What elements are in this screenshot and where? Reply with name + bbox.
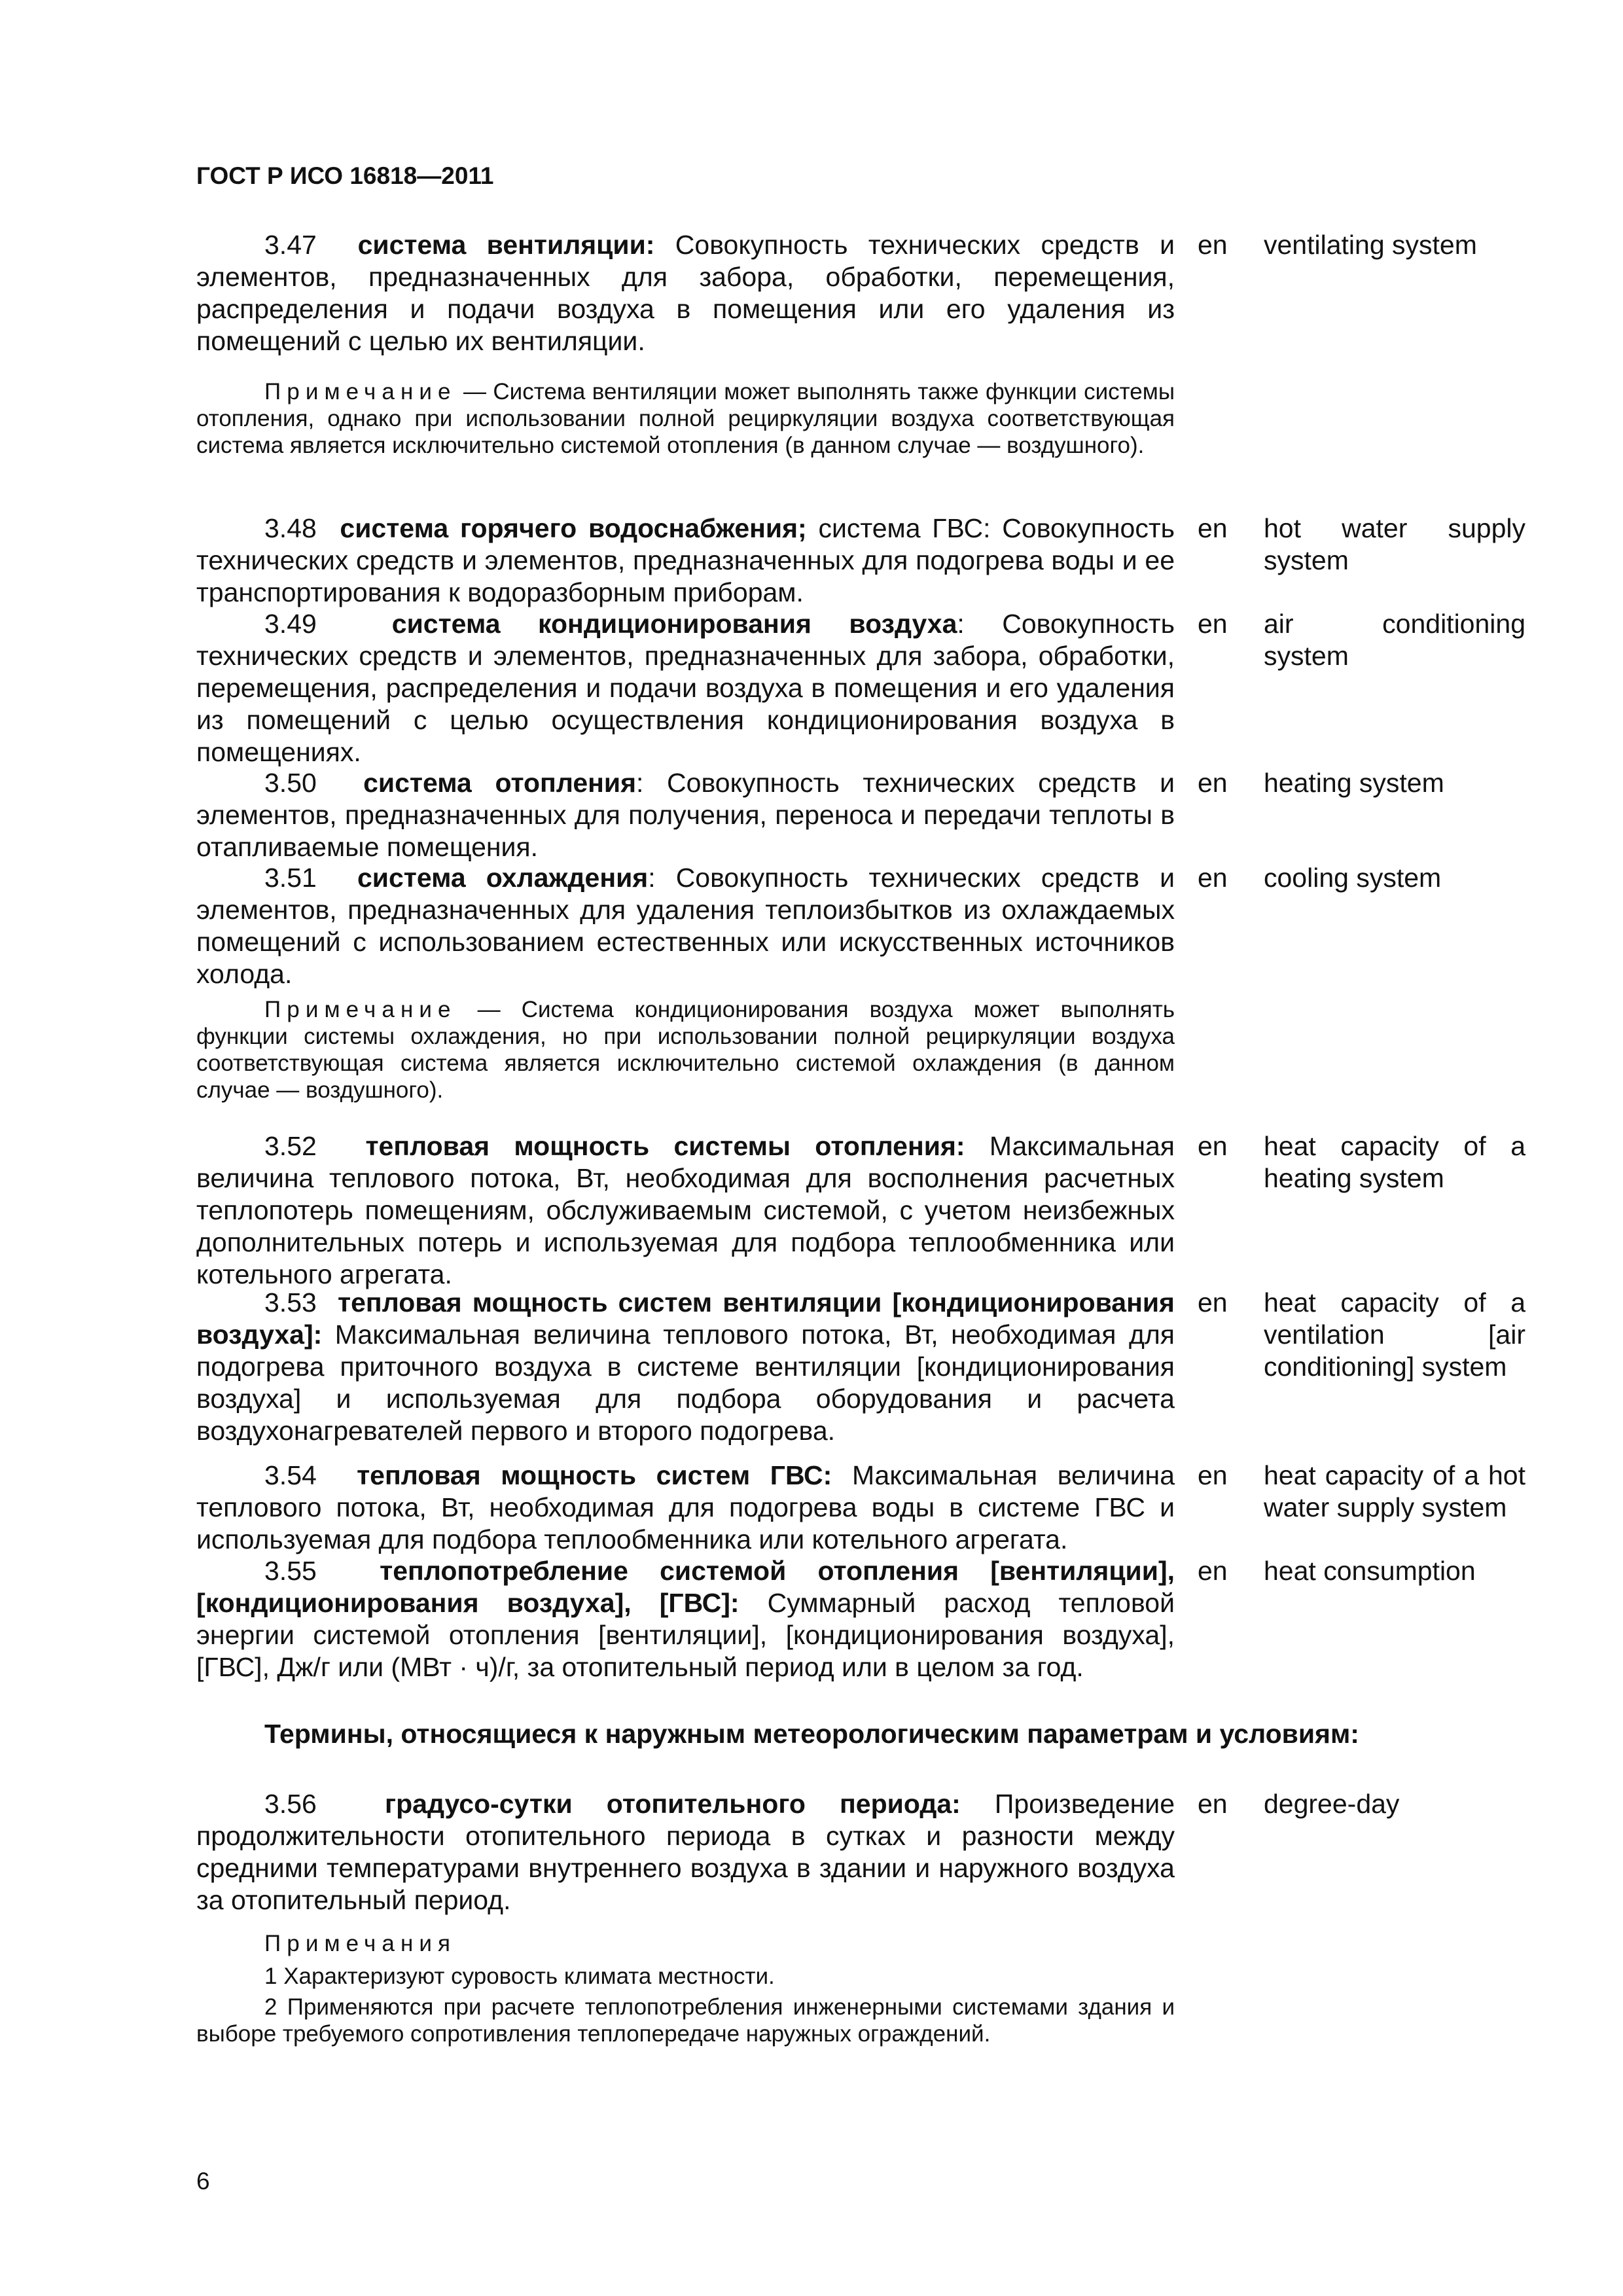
term-entry-3-54 bbox=[196, 1460, 1175, 1556]
section-heading: Термины, относящиеся к наружным метеорологическим параметрам и условиям: bbox=[264, 1719, 1359, 1749]
term-number: 3.56 bbox=[264, 1789, 317, 1819]
term-text: Суммарный расход тепловой энергии системой отопления [вентиляции], [кондиционирования воздуха], [ГВС], Дж/г или (МВт · ч)/г, за отопительный период или в целом за год. bbox=[196, 1588, 1175, 1682]
term-name: система отопления bbox=[363, 768, 637, 798]
english-equivalent: heat capacity of a heating system bbox=[1264, 1131, 1525, 1193]
term-definition bbox=[196, 862, 1175, 990]
term-entry-3-56 bbox=[196, 1788, 1175, 1916]
term-name: система охлаждения bbox=[357, 863, 649, 893]
english-equivalent: heating system bbox=[1264, 768, 1444, 798]
term-number: 3.49 bbox=[264, 609, 317, 639]
term-number: 3.52 bbox=[264, 1131, 317, 1161]
term-name: градусо-сутки отопительного периода: bbox=[385, 1789, 961, 1819]
english-equivalent: degree-day bbox=[1264, 1789, 1400, 1819]
english-equivalent: heat consumption bbox=[1264, 1556, 1476, 1586]
term-text: система ГВС: Совокупность технических средств и элементов, предназначенных для подогрева воды и ее транспортирования к водоразборным приборам. bbox=[196, 513, 1175, 607]
lang-code: en bbox=[1198, 1556, 1228, 1586]
english-equivalent: heat capacity of a hot water supply system bbox=[1264, 1460, 1525, 1522]
note-item-text: 1 Характеризуют суровость климата местности. bbox=[264, 1964, 775, 1989]
term-name: тепловая мощность систем вентиляции [кондиционирования воздуха]: bbox=[196, 1287, 1175, 1350]
lang-code: en bbox=[1198, 863, 1228, 893]
english-equivalent: heat capacity of a ventilation [air conditioning] system bbox=[1264, 1287, 1525, 1382]
note-3-51 bbox=[196, 996, 1175, 1103]
note-3-47 bbox=[196, 378, 1175, 459]
note-label: Примечание bbox=[264, 997, 457, 1022]
term-number: 3.55 bbox=[264, 1556, 317, 1586]
term-name: тепловая мощность систем ГВС: bbox=[357, 1460, 832, 1490]
term-text: : Совокупность технических средств и элементов, предназначенных для удаления теплоизбытков из охлаждаемых помещений с использованием естественных или искусственных источников холода. bbox=[196, 863, 1175, 989]
lang-code: en bbox=[1198, 513, 1228, 543]
english-equivalent: ventilating system bbox=[1264, 230, 1477, 260]
term-definition bbox=[196, 1287, 1175, 1447]
term-number: 3.54 bbox=[264, 1460, 317, 1490]
term-definition bbox=[196, 1460, 1175, 1556]
english-equivalent: hot water supply system bbox=[1264, 513, 1525, 575]
term-number: 3.47 bbox=[264, 230, 317, 260]
notes-heading: Примечания bbox=[264, 1931, 457, 1956]
lang-code: en bbox=[1198, 609, 1228, 639]
note-item-text: 2 Применяются при расчете теплопотребления инженерными системами здания и выборе требуемого сопротивления теплопередаче наружных ограждений. bbox=[196, 1994, 1175, 2047]
term-definition bbox=[196, 608, 1175, 768]
term-number: 3.48 bbox=[264, 513, 317, 543]
term-text: : Совокупность технических средств и элементов, предназначенных для забора, обработки, перемещения, распределения и подачи воздуха в помещения и его удаления из помещений с целью осуществления кондиционирования воздуха в помещениях. bbox=[196, 609, 1175, 767]
term-entry-3-50 bbox=[196, 767, 1175, 863]
note-item bbox=[196, 1994, 1175, 2047]
term-name: система кондиционирования воздуха bbox=[391, 609, 957, 639]
lang-code: en bbox=[1198, 1287, 1228, 1318]
note-text: — Система вентиляции может выполнять также функции системы отопления, однако при использовании полной рециркуляции воздуха соответствующая система является исключительно системой отопления (в данном случае — воздушного). bbox=[196, 379, 1175, 458]
term-definition bbox=[196, 512, 1175, 609]
lang-code: en bbox=[1198, 230, 1228, 260]
term-entry-3-55 bbox=[196, 1555, 1175, 1683]
term-definition bbox=[196, 229, 1175, 357]
page-number: 6 bbox=[196, 2168, 210, 2195]
term-text: Максимальная величина теплового потока, Вт, необходимая для восполнения расчетных теплопотерь помещениям, обслуживаемым системой, с учетом неизбежных дополнительных потерь и используемая для подбора теплообменника или котельного агрегата. bbox=[196, 1131, 1175, 1289]
lang-code: en bbox=[1198, 1131, 1228, 1161]
term-name: система горячего водоснабжения; bbox=[340, 513, 807, 543]
term-text: Совокупность технических средств и элементов, предназначенных для забора, обработки, перемещения, распределения и подачи воздуха в помещения или его удаления из помещений с целью их вентиляции. bbox=[196, 230, 1175, 356]
term-text: : Совокупность технических средств и элементов, предназначенных для получения, переноса и передачи теплоты в отапливаемые помещения. bbox=[196, 768, 1175, 862]
english-equivalent: air conditioning system bbox=[1264, 609, 1525, 671]
term-entry-3-49 bbox=[196, 608, 1175, 768]
term-name: тепловая мощность системы отопления: bbox=[365, 1131, 965, 1161]
term-definition bbox=[196, 1555, 1175, 1683]
term-name: теплопотребление системой отопления [вентиляции], [кондиционирования воздуха], [ГВС]: bbox=[196, 1556, 1175, 1618]
term-entry-3-47 bbox=[196, 229, 1175, 357]
document-header: ГОСТ Р ИСО 16818—2011 bbox=[196, 162, 494, 189]
term-entry-3-53 bbox=[196, 1287, 1175, 1447]
term-text: Произведение продолжительности отопительного периода в сутках и разности между средними температурами внутреннего воздуха в здании и наружного воздуха за отопительный период. bbox=[196, 1789, 1175, 1915]
lang-code: en bbox=[1198, 1789, 1228, 1819]
term-entry-3-48 bbox=[196, 512, 1175, 609]
term-definition bbox=[196, 767, 1175, 863]
term-name: система вентиляции: bbox=[357, 230, 655, 260]
english-equivalent: cooling system bbox=[1264, 863, 1442, 893]
term-text: Максимальная величина теплового потока, Вт, необходимая для подогрева воды в системе ГВС и используемая для подбора теплообменника или котельного агрегата. bbox=[196, 1460, 1175, 1554]
term-entry-3-52 bbox=[196, 1130, 1175, 1291]
term-number: 3.53 bbox=[264, 1287, 317, 1318]
term-entry-3-51 bbox=[196, 862, 1175, 990]
term-number: 3.51 bbox=[264, 863, 317, 893]
note-text: — Система кондиционирования воздуха может выполнять функции системы охлаждения, но при использовании полной рециркуляции воздуха соответствующая система является исключительно системой охлаждения (в данном случае — воздушного). bbox=[196, 997, 1175, 1103]
note-label: Примечание bbox=[264, 379, 457, 404]
term-definition bbox=[196, 1788, 1175, 1916]
note-item bbox=[196, 1963, 1175, 1990]
term-text: Максимальная величина теплового потока, Вт, необходимая для подогрева приточного воздуха в системе вентиляции [кондиционирования воздуха] и используемая для подбора оборудования и расчета воздухонагревателей первого и второго подогрева. bbox=[196, 1319, 1175, 1446]
lang-code: en bbox=[1198, 768, 1228, 798]
lang-code: en bbox=[1198, 1460, 1228, 1490]
term-definition bbox=[196, 1130, 1175, 1291]
term-number: 3.50 bbox=[264, 768, 317, 798]
